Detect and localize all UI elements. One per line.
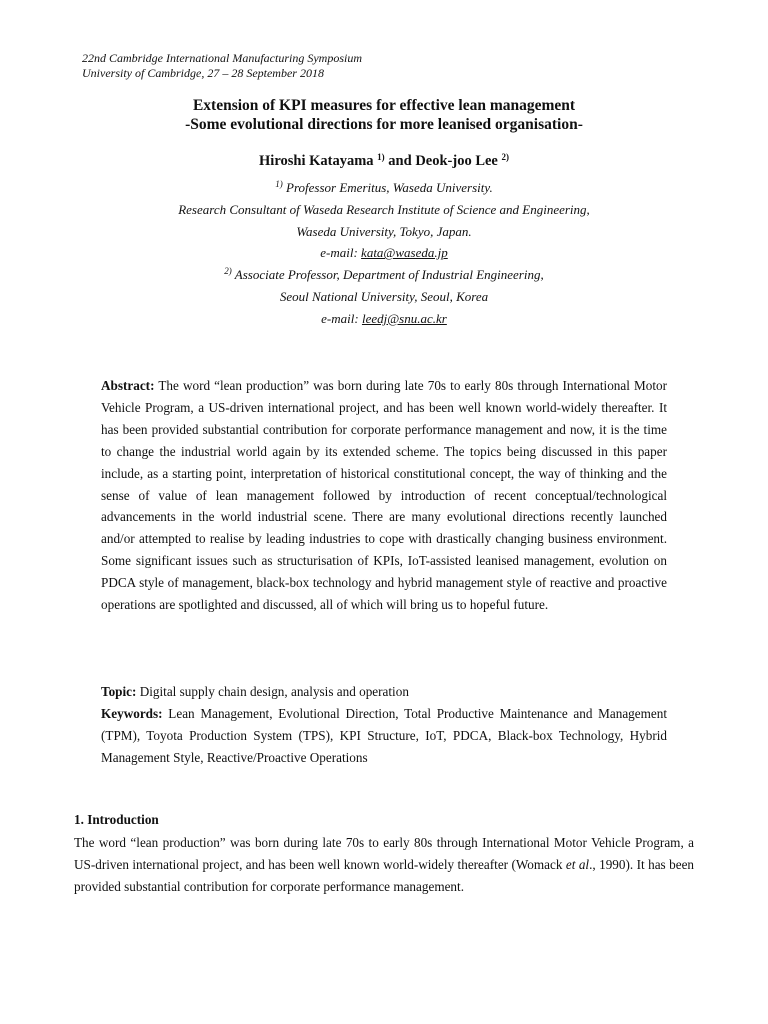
- section-heading-introduction: 1. Introduction: [74, 812, 159, 827]
- author-list: [0, 153, 768, 170]
- topic-label: Topic:: [101, 684, 137, 699]
- title-main: Extension of KPI measures for effective lean management: [192, 97, 576, 114]
- author-1-marker: 1): [377, 152, 385, 162]
- email-link-katayama[interactable]: kata@waseda.jp: [361, 245, 448, 261]
- affiliation-2-marker: 2): [224, 266, 232, 277]
- conference-venue-date: University of Cambridge, 27 – 28 September 2018: [82, 66, 324, 80]
- topic-text: Digital supply chain design, analysis and operation: [139, 684, 409, 699]
- keywords-paragraph: [101, 703, 667, 769]
- paper-title: [0, 96, 768, 134]
- affiliation-2-email-line: e-mail: leedj@snu.ac.kr: [321, 310, 447, 326]
- topic-keywords-block: [101, 681, 667, 769]
- abstract-paragraph: [101, 375, 667, 616]
- conference-header: [82, 51, 362, 81]
- affiliation-1-line-2: Research Consultant of Waseda Research Institute of Science and Engineering,: [178, 201, 590, 217]
- affiliation-1-line-1: $^{1)}$ Professor Emeritus, Waseda University.: [275, 179, 493, 195]
- title-subtitle: -Some evolutional directions for more leanised organisation-: [185, 116, 583, 133]
- keywords-label: Keywords:: [101, 705, 163, 721]
- affiliation-1-line-3: Waseda University, Tokyo, Japan.: [296, 223, 472, 239]
- affiliation-2-line-1: $^{2)}$ Associate Professor, Department of Industrial Engineering,: [224, 266, 544, 283]
- email-link-lee[interactable]: leedj@snu.ac.kr: [361, 310, 447, 326]
- conference-name: 22nd Cambridge International Manufacturing Symposium: [82, 51, 362, 65]
- affiliation-1-marker: 1): [275, 179, 283, 189]
- abstract-text: The word “lean production” was born during late 70s to early 80s through International Motor Vehicle Program, a US-driven international project, and has been well known world-widely thereafter. It has been provided substantial contribution for corporate performance management and now, it is the time to change the industrial world again by its extended scheme. The topics being discussed in this paper include, as a starting point, interpretation of historical constitutional concept, the way of thinking and the sense of value of lean management followed by introduction of recent conceptual/technological advancements in the world industrial scene. There are many evolutional directions recently launched and/or attempted to realise by leading industries to cope with drastically changing business environment. Some significant issues such as structurisation of KPIs, IoT-assisted leanised management, evolution on PDCA style of management, black-box technology and hybrid management style of reactive and proactive operations are spotlighted and discussed, all of which will bring us to hopeful future.: [101, 378, 667, 613]
- author-1: Hiroshi Katayama: [259, 153, 374, 169]
- citation-etal: et al: [565, 856, 590, 872]
- affiliation-2-line-2: Seoul National University, Seoul, Korea: [279, 288, 489, 304]
- author-conjunction: and: [388, 153, 412, 169]
- author-2-marker: 2): [501, 152, 509, 162]
- affiliation-1-email-line: e-mail: kata@waseda.jp: [320, 245, 448, 261]
- topic-line: [101, 681, 667, 703]
- introduction-paragraph: The word “lean production” was born during late 70s to early 80s through International Motor Vehicle Program, a US-driven international project, and has been well known world-widely thereafter (Womack et al., 1990). It has been provided substantial contribution for corporate performance management.: [74, 835, 695, 894]
- abstract-label: Abstract:: [101, 378, 155, 393]
- keywords-text: Lean Management, Evolutional Direction, Total Productive Maintenance and Management (TPM), Toyota Production System (TPS), KPI Structure, IoT, PDCA, Black-box Technology, Hybrid Management Style, Reactive/Proactive Operations: [101, 705, 668, 765]
- affiliations: [0, 177, 768, 330]
- author-2: Deok-joo Lee: [415, 153, 498, 169]
